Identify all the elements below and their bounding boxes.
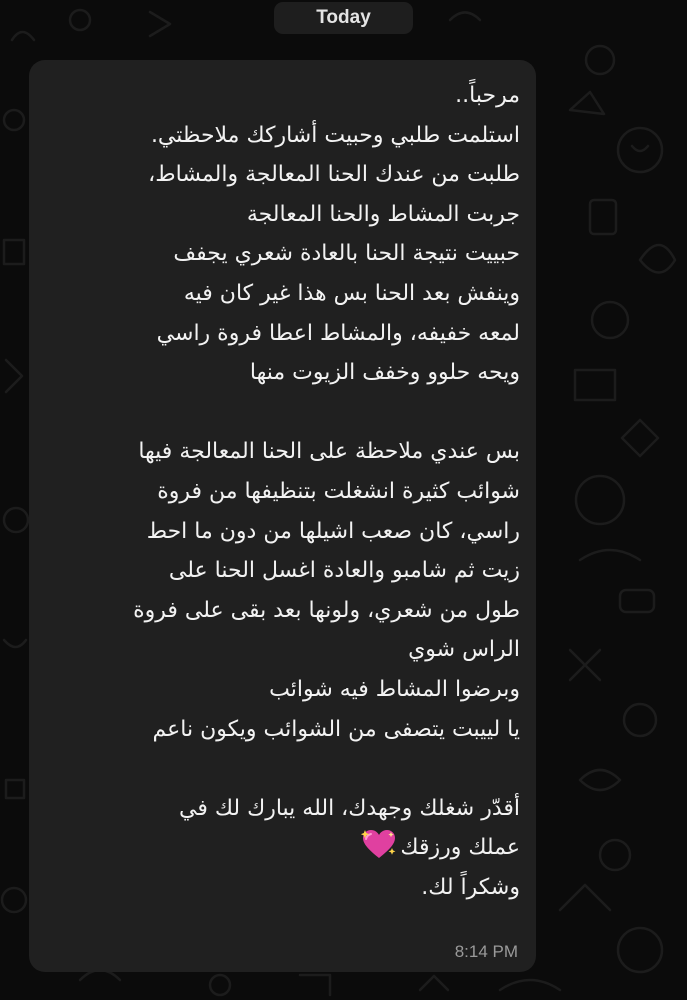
message-line: ويحه حلوو وخفف الزيوت منها [249, 360, 520, 386]
message-line: شوائب كثيرة انشغلت بتنظيفها من فروة [157, 478, 520, 504]
message-line [45, 749, 520, 789]
message-timestamp: 8:14 PM [454, 942, 518, 961]
message-line: جربت المشاط والحنا المعالجة [246, 201, 520, 227]
message-line: يا لييبت يتصفى من الشوائب ويكون ناعم [152, 716, 520, 742]
message-line-with-emoji [45, 828, 520, 868]
message-line: طلبت من عندك الحنا المعالجة والمشاط، [148, 162, 520, 188]
message-line: طول من شعري، ولونها بعد بقى على فروة [133, 597, 520, 623]
message-line: استلمت طلبي وحبيت أشاركك ملاحظتي. [150, 122, 520, 148]
message-bubble[interactable] [29, 60, 536, 972]
message-line [45, 393, 520, 433]
message-line: راسي، كان صعب اشيلها من دون ما احط [146, 518, 520, 544]
message-line: عملك ورزقك [400, 835, 520, 861]
message-line: حبييت نتيجة الحنا بالعادة شعري يجفف [173, 241, 520, 267]
message-line: وينفش بعد الحنا بس هذا غير كان فيه [183, 280, 520, 306]
message-line: لمعه خفيفه، والمشاط اعطا فروة راسي [156, 320, 520, 346]
message-line: مرحباً.. [455, 83, 520, 108]
sparkling-heart-icon [361, 828, 397, 860]
message-line: زيت ثم شامبو والعادة اغسل الحنا على [168, 558, 520, 584]
date-divider: Today [274, 2, 413, 34]
message-line: وبرضوا المشاط فيه شوائب [269, 676, 520, 702]
message-line: أقدّر شغلك وجهدك، الله يبارك لك في [179, 795, 520, 821]
message-text [45, 76, 520, 907]
message-line: بس عندي ملاحظة على الحنا المعالجة فيها [138, 439, 520, 465]
message-line: الراس شوي [408, 637, 520, 663]
message-line: وشكراً لك. [421, 874, 520, 900]
